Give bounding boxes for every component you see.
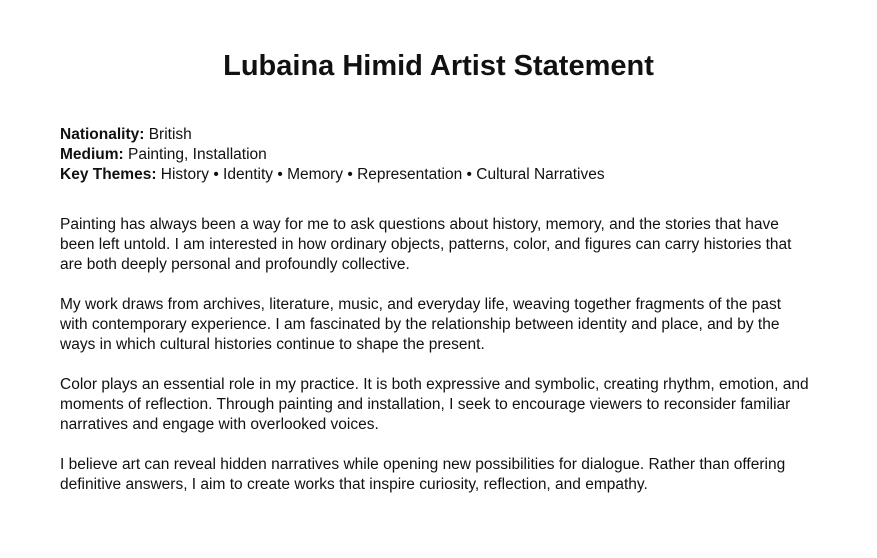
key-themes-label: Key Themes: xyxy=(60,166,157,183)
nationality-row xyxy=(60,125,605,145)
nationality-value: British xyxy=(148,126,192,143)
statement-body xyxy=(60,215,810,515)
statement-paragraph-1: Painting has always been a way for me to ask questions about history, memory, and the stories that have been left untold. I am interested in how ordinary objects, patterns, color, and figures can carry histories that are both deeply personal and profoundly collective. xyxy=(60,216,792,273)
statement-paragraph-3: Color plays an essential role in my practice. It is both expressive and symbolic, creating rhythm, emotion, and moments of reflection. Through painting and installation, I seek to encourage viewers to reconsider familiar narratives and engage with overlooked voices. xyxy=(60,376,809,433)
key-themes-row xyxy=(60,165,605,185)
medium-value: Painting, Installation xyxy=(128,146,267,163)
medium-row xyxy=(60,145,605,165)
medium-label: Medium: xyxy=(60,146,124,163)
nationality-label: Nationality: xyxy=(60,126,145,143)
statement-paragraph-2: My work draws from archives, literature, music, and everyday life, weaving together fragments of the past with contemporary experience. I am fascinated by the relationship between identity and place, and by the ways in which cultural histories continue to shape the present. xyxy=(60,296,782,353)
statement-paragraph-4: I believe art can reveal hidden narratives while opening new possibilities for dialogue. Rather than offering definitive answers, I aim to create works that inspire curiosity, reflection, and empathy. xyxy=(60,456,786,493)
key-themes-value: History • Identity • Memory • Representation • Cultural Narratives xyxy=(160,166,605,183)
document-title: Lubaina Himid Artist Statement xyxy=(223,50,654,82)
artist-details xyxy=(60,125,605,185)
